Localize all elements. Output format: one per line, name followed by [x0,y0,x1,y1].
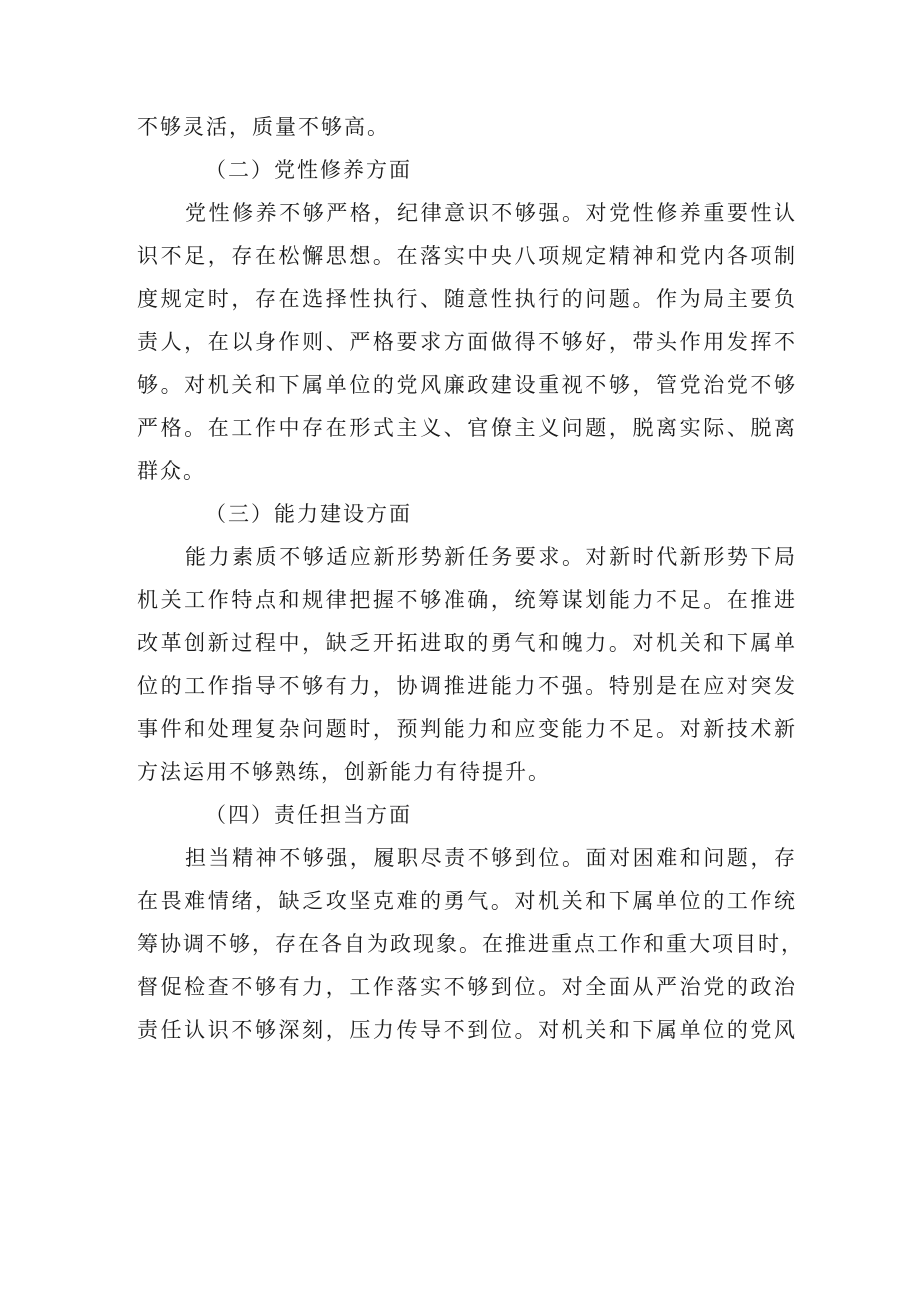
paragraph-line: 责任认识不够深刻，压力传导不到位。对机关和下属单位的党风 [137,1018,797,1042]
paragraph-line: 担当精神不够强，履职尽责不够到位。面对困难和问题，存 [185,846,797,870]
section-heading-responsibility: （四）责任担当方面 [205,803,412,827]
paragraph-line: 督促检查不够有力，工作落实不够到位。对全面从严治党的政治 [137,975,797,999]
paragraph-line: 事件和处理复杂问题时，预判能力和应变能力不足。对新技术新 [137,717,797,741]
paragraph-line: 严格。在工作中存在形式主义、官僚主义问题，脱离实际、脱离 [137,416,797,440]
paragraph-line: 够。对机关和下属单位的党风廉政建设重视不够，管党治党不够 [137,373,797,397]
paragraph-line: 能力素质不够适应新形势新任务要求。对新时代新形势下局 [185,545,797,569]
paragraph-line: 机关工作特点和规律把握不够准确，统筹谋划能力不足。在推进 [137,588,797,612]
document-body [137,106,804,1052]
section-heading-capacity-building: （三）能力建设方面 [205,502,412,526]
paragraph-line: 在畏难情绪，缺乏攻坚克难的勇气。对机关和下属单位的工作统 [137,889,797,913]
paragraph-line: 位的工作指导不够有力，协调推进能力不强。特别是在应对突发 [137,674,797,698]
section-heading-party-cultivation: （二）党性修养方面 [205,158,412,182]
paragraph-line: 度规定时，存在选择性执行、随意性执行的问题。作为局主要负 [137,287,797,311]
paragraph-line: 方法运用不够熟练，创新能力有待提升。 [137,760,551,784]
paragraph-line: 群众。 [137,459,206,483]
paragraph-line: 不够灵活，质量不够高。 [137,115,390,139]
paragraph-line: 党性修养不够严格，纪律意识不够强。对党性修养重要性认 [185,201,797,225]
paragraph-line: 改革创新过程中，缺乏开拓进取的勇气和魄力。对机关和下属单 [137,631,797,655]
paragraph-line: 筹协调不够，存在各自为政现象。在推进重点工作和重大项目时， [137,932,804,956]
paragraph-line: 识不足，存在松懈思想。在落实中央八项规定精神和党内各项制 [137,244,797,268]
paragraph-line: 责人，在以身作则、严格要求方面做得不够好，带头作用发挥不 [137,330,797,354]
